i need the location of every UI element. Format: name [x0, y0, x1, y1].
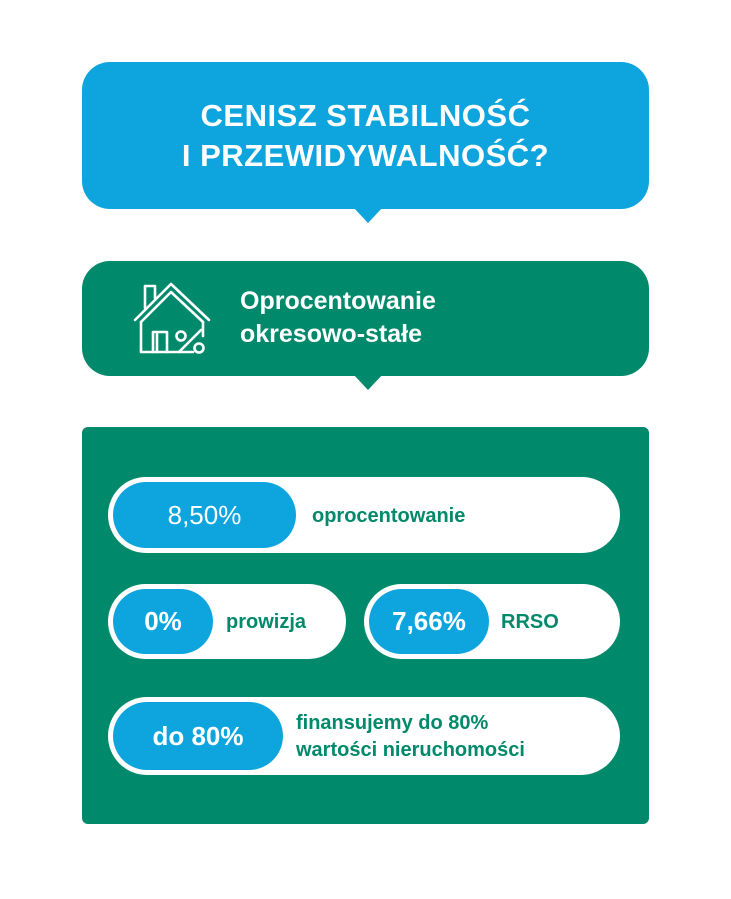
house-percent-icon [131, 278, 213, 356]
financing-label [296, 710, 525, 764]
commission-pill [108, 584, 346, 659]
interest-rate-label: oprocentowanie [312, 505, 466, 527]
rrso-value: 7,66% [369, 589, 489, 654]
financing-value: do 80% [113, 702, 283, 770]
commission-value: 0% [113, 589, 213, 654]
interest-rate-pill [108, 477, 620, 553]
financing-label-line-2: wartości nieruchomości [296, 739, 525, 761]
question-bubble-tail [353, 207, 383, 223]
question-line-1: CENISZ STABILNOŚĆ [200, 97, 531, 133]
commission-label: prowizja [226, 611, 307, 633]
financing-pill [108, 697, 620, 775]
rrso-pill [364, 584, 620, 659]
offer-title [240, 285, 436, 351]
offer-title-line-2: okresowo-stałe [240, 320, 423, 348]
question-line-2: I PRZEWIDYWALNOŚĆ? [181, 137, 550, 173]
question-bubble [82, 62, 649, 209]
financing-label-line-1: finansujemy do 80% [296, 712, 489, 734]
offer-bubble-tail [353, 374, 383, 390]
interest-rate-value: 8,50% [113, 482, 296, 548]
offer-title-line-1: Oprocentowanie [240, 287, 436, 315]
rrso-label: RRSO [501, 611, 559, 633]
stats-panel [82, 427, 649, 824]
